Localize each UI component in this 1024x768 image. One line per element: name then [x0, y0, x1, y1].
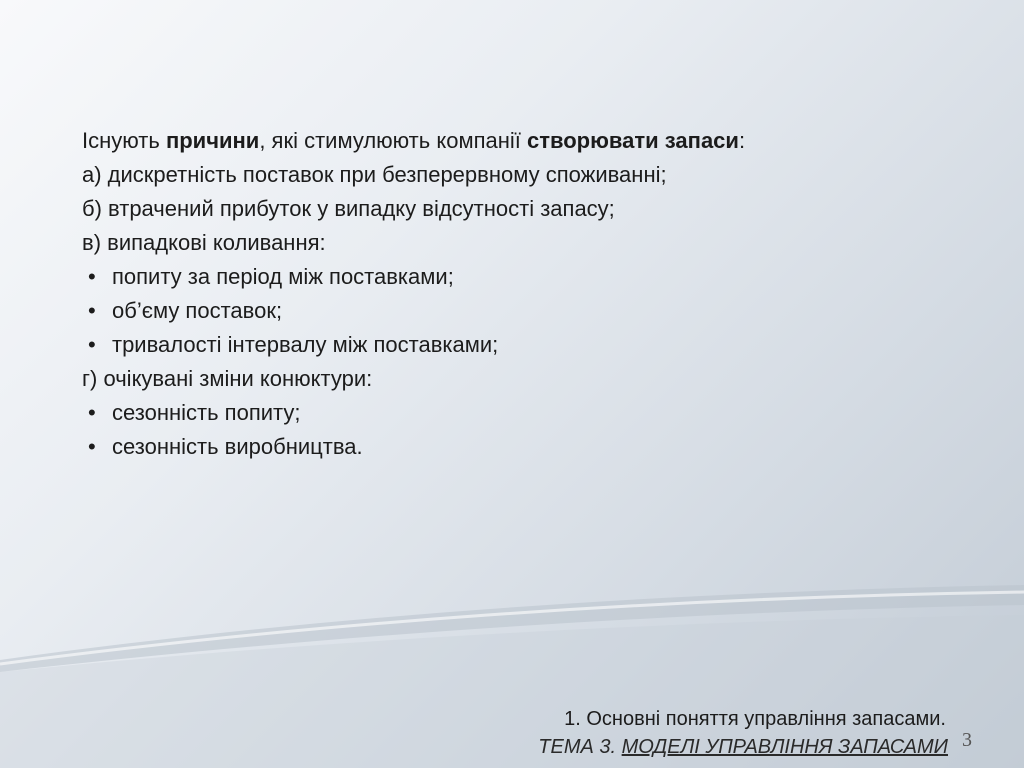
bullet-dot: •	[88, 298, 96, 323]
bullet-item	[82, 328, 962, 362]
bullet-text: об’єму поставок;	[112, 298, 283, 323]
intro-text-3: :	[738, 128, 746, 153]
bullet-item	[82, 294, 962, 328]
footer-topic: 1. Основні поняття управління запасами.	[564, 708, 946, 730]
slide-body	[82, 124, 962, 464]
bullet-dot: •	[88, 400, 96, 425]
intro-bold-create-stocks: створювати запаси	[526, 128, 739, 153]
bullet-text: попиту за період між поставками;	[112, 264, 454, 289]
bullet-item	[82, 430, 962, 464]
bullet-dot: •	[88, 332, 96, 357]
bullet-item	[82, 260, 962, 294]
intro-text-2: , які стимулюють компанії	[259, 128, 527, 153]
intro-bold-reasons: причини	[165, 128, 260, 153]
page-number: 3	[962, 729, 972, 751]
bullet-dot: •	[88, 264, 96, 289]
footer-theme-prefix: ТЕМА 3.	[538, 736, 622, 758]
footer-theme-title: МОДЕЛІ УПРАВЛІННЯ ЗАПАСАМИ	[621, 736, 948, 758]
item-c: в) випадкові коливання:	[82, 230, 326, 255]
bullet-item	[82, 396, 962, 430]
bullet-text: сезонність попиту;	[112, 400, 301, 425]
intro-text-1: Існують	[82, 128, 166, 153]
intro-line	[82, 124, 962, 158]
item-b: б) втрачений прибуток у випадку відсутності запасу;	[82, 196, 615, 221]
bullet-text: тривалості інтервалу між поставками;	[112, 332, 499, 357]
item-d: г) очікувані зміни конюктури:	[82, 366, 373, 391]
bullet-text: сезонність виробництва.	[112, 434, 363, 459]
bullet-dot: •	[88, 434, 96, 459]
footer-theme	[538, 736, 948, 759]
item-a: а) дискретність поставок при безперервному споживанні;	[82, 162, 667, 187]
